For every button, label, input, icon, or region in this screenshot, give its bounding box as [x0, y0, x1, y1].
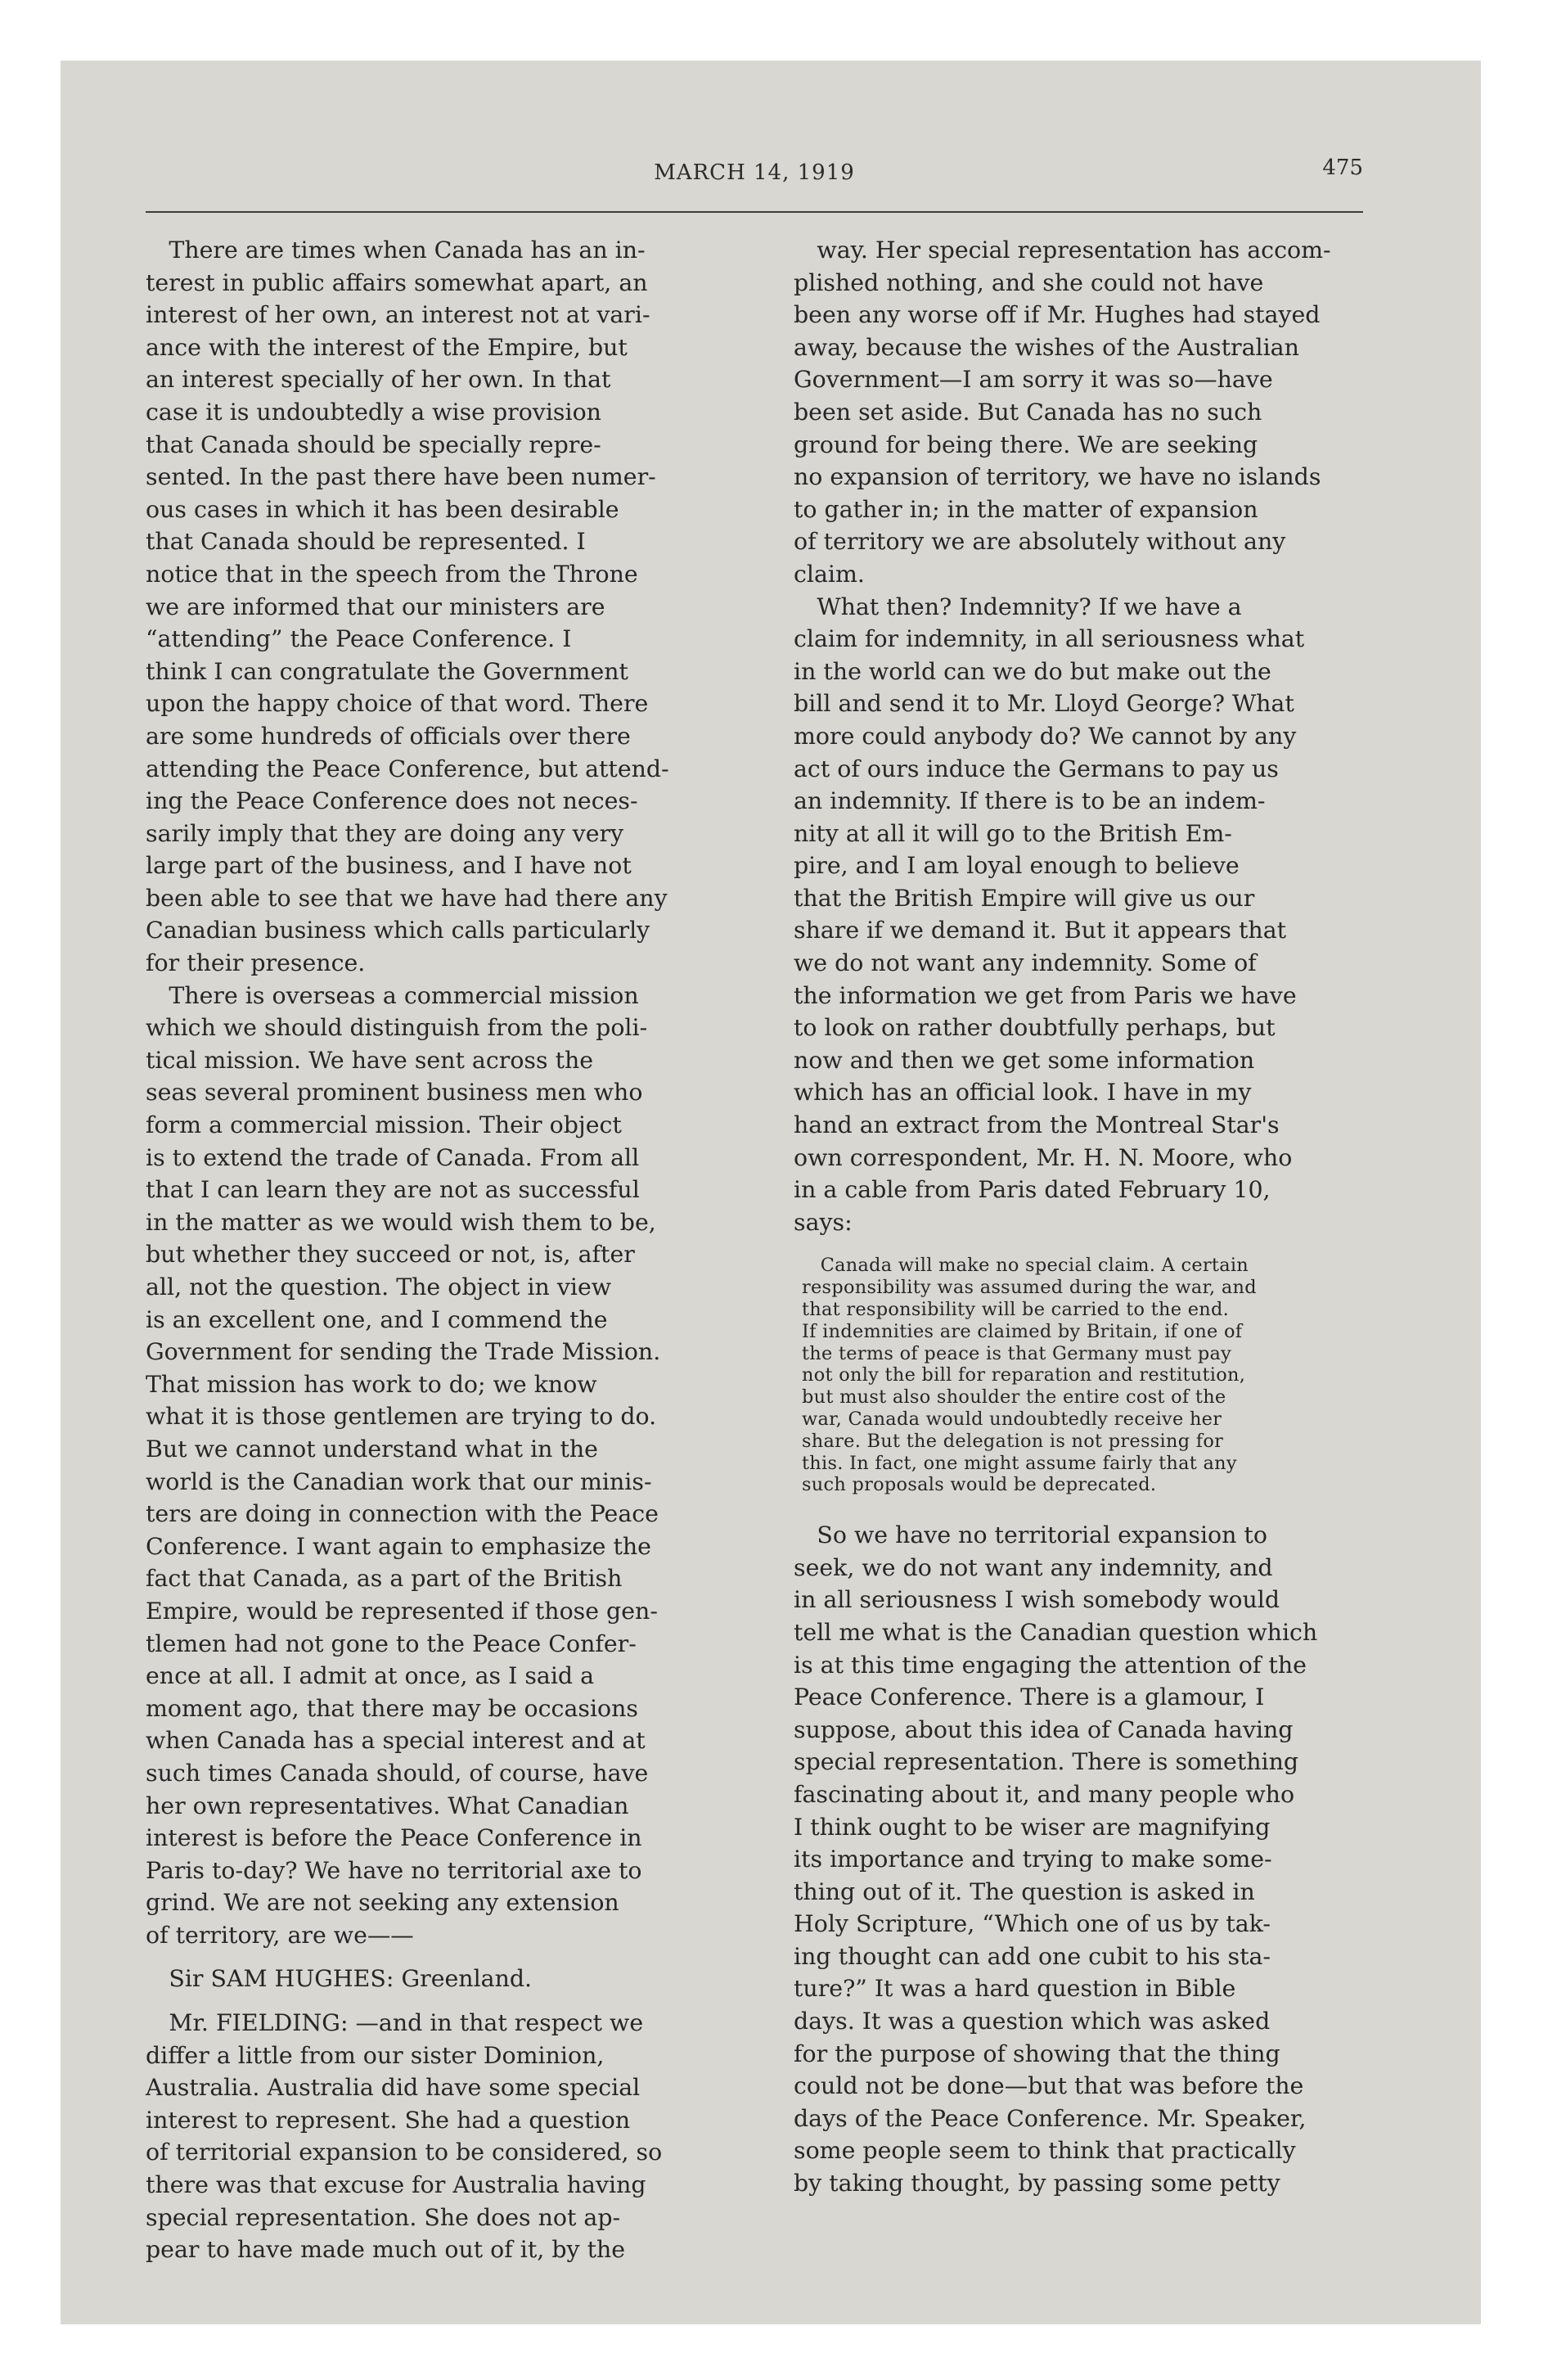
block-quote: [802, 1255, 1415, 1496]
header-rule: [146, 211, 1363, 213]
paragraph: There are times when Canada has an in- terest in public affairs somewhat apart, an interest of her own, an interest not at vari- ance with the interest of the Empire, but an interest specially of her own. In that case it is undoubtedly a wise provision that Canada should be specially repre- sented. In the past there have been numer- ous cases in which it has been desirable that Canada should be represented. I notice that in the speech from the Throne we are informed that our ministers are “attending” the Peace Conference. I think I can congratulate the Government upon the happy choice of that word. There are some hundreds of officials over there attending the Peace Conference, but attend- ing the Peace Conference does not neces- sarily imply that they are doing any very large part of the business, and I have not been able to see that we have had there any Canadian business which calls particularly for their presence.: [146, 237, 669, 977]
paragraph: way. Her special representation has accom- plished nothing, and she could not have been any worse off if Mr. Hughes had stayed away, because the wishes of the Australian Government—I am sorry it was so—have been set aside. But Canada has no such ground for being there. We are seeking no expansion of territory, we have no islands to gather in; in the matter of expansion of territory we are absolutely without any claim.: [794, 237, 1331, 588]
paragraph: What then? Indemnity? If we have a claim for indemnity, in all seriousness what in the world can we do but make out the bill and send it to Mr. Lloyd George? What more could anybody do? We cannot by any act of ours induce the Germans to pay us an indemnity. If there is to be an indem- nity at all it will go to the British Em- pire, and I am loyal enough to believe that the British Empire will give us our share if we demand it. But it appears that we do not want any indemnity. Some of the information we get from Paris we have to look on rather doubtfully perhaps, but now and then we get some information which has an official look. I have in my hand an extract from the Montreal Star's own correspondent, Mr. H. N. Moore, who in a cable from Paris dated February 10, says:: [794, 593, 1305, 1236]
left-column: [146, 234, 767, 2266]
paragraph: So we have no territorial expansion to seek, we do not want any indemnity, and in all seriousness I wish somebody would tell me what is the Canadian question which is at this time engaging the attention of the Peace Conference. There is a glamour, I suppose, about this idea of Canada having special representation. There is something fascinating about it, and many people who I think ought to be wiser are magnifying its importance and trying to make some- thing out of it. The question is asked in Holy Scripture, “Which one of us by tak- ing thought can add one cubit to his sta- ture?” It was a hard question in Bible days. It was a question which was asked for the purpose of showing that the thing could not be done—but that was before the days of the Peace Conference. Mr. Speaker, some people seem to think that practically by taking thought, by passing some petty: [794, 1521, 1318, 2197]
page-header: [146, 156, 1363, 193]
speaker-interjection: Sir SAM HUGHES: Greenland.: [146, 1965, 533, 1993]
page-date-title: MARCH 14, 1919: [654, 160, 855, 185]
paragraph: Mr. FIELDING: —and in that respect we differ a little from our sister Dominion, Australia. Australia did have some special interest to represent. She had a question of territorial expansion to be considered, so there was that excuse for Australia having special representation. She does not ap- pear to have made much out of it, by the: [146, 2009, 663, 2264]
right-column: [794, 234, 1415, 2200]
quote-text: Canada will make no special claim. A certain responsibility was assumed during the war, and that responsibility will be carried to the end. If indemnities are claimed by Britain, if one of the terms of peace is that Germany must pay not only the bill for reparation and restitution, but must also shoulder the entire cost of the war, Canada would undoubtedly receive her share. But the delegation is not pressing for this. In fact, one might assume fairly that any such proposals would be deprecated.: [802, 1255, 1257, 1496]
paragraph: There is overseas a commercial mission which we should distinguish from the poli- tical mission. We have sent across the seas several prominent business men who form a commercial mission. Their object is to extend the trade of Canada. From all that I can learn they are not as successful in the matter as we would wish them to be, but whether they succeed or not, is, after all, not the question. The object in view is an excellent one, and I commend the Government for sending the Trade Mission. That mission has work to do; we know what it is those gentlemen are trying to do. But we cannot understand what in the world is the Canadian work that our minis- ters are doing in connection with the Peace Conference. I want again to emphasize the fact that Canada, as a part of the British Empire, would be represented if those gen- tlemen had not gone to the Peace Confer- ence at all. I admit at once, as I said a moment ago, that there may be occasions when Canada has a special interest and at such times Canada should, of course, have her own representatives. What Canadian interest is before the Peace Conference in Paris to-day? We have no territorial axe to grind. We are not seeking any extension of territory, are we——: [146, 981, 661, 1949]
page-number: 475: [1322, 156, 1363, 180]
